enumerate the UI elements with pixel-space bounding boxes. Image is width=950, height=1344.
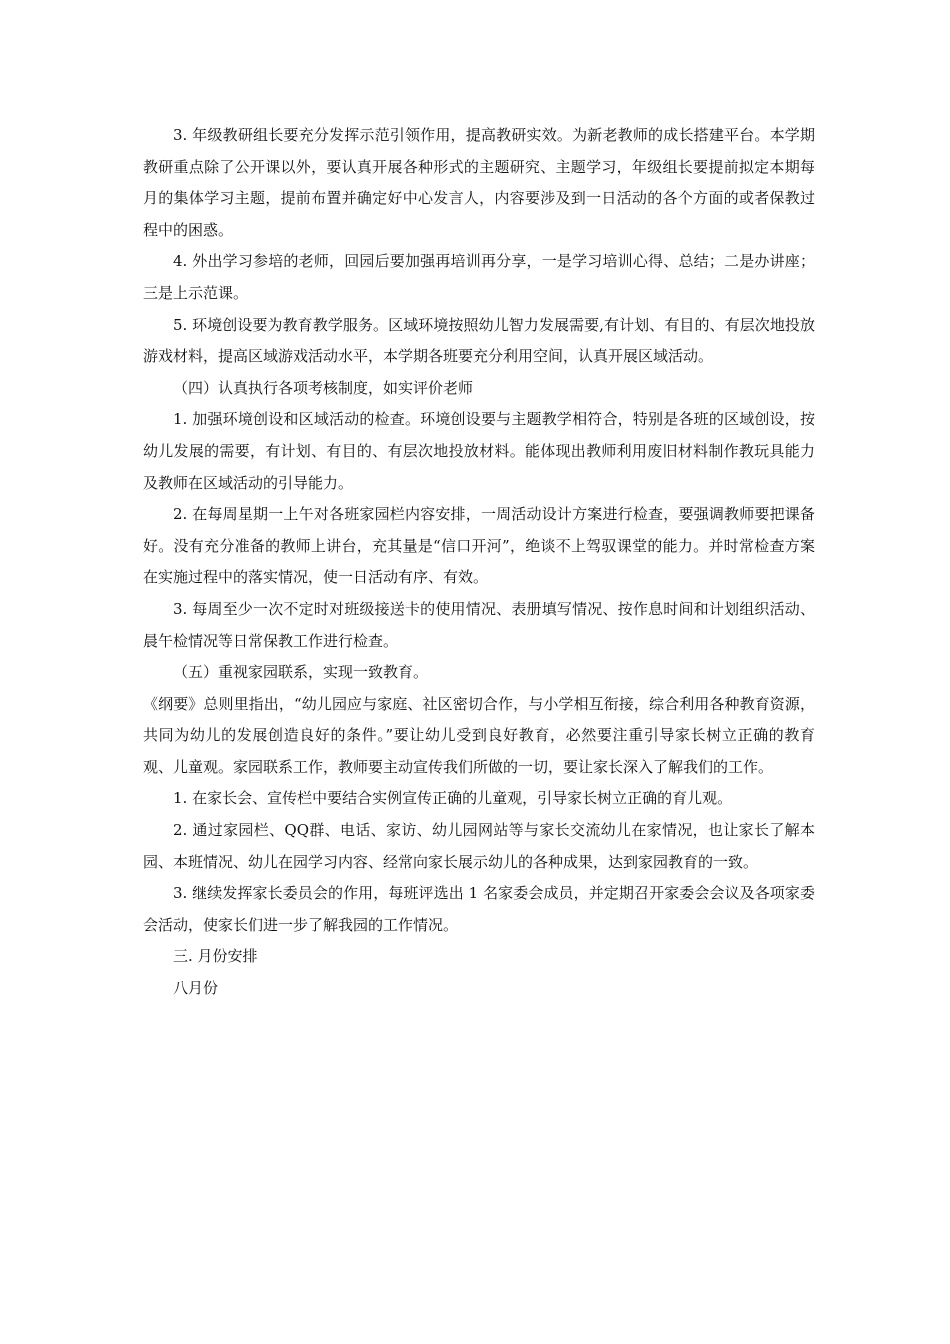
month-heading-august: 八月份 xyxy=(173,979,219,998)
section-heading-home-school: （五）重视家园联系，实现一致教育。 xyxy=(173,663,429,682)
paragraph-daily-care-check: 3. 每周至少一次不定时对班级接送卡的使用情况、表册填写情况、按作息时间和计划组织活动、晨午检情况等日常保教工作进行检查。 xyxy=(143,599,815,650)
document-body xyxy=(143,120,815,1005)
paragraph-parent-meeting: 1. 在家长会、宣传栏中要结合实例宣传正确的儿童观，引导家长树立正确的育儿观。 xyxy=(173,789,733,808)
paragraph-external-training: 4. 外出学习参培的老师，回园后要加强再培训再分享，一是学习培训心得、总结；二是办讲座；三是上示范课。 xyxy=(143,252,815,302)
paragraph-communication-channels: 2. 通过家园栏、QQ群、电话、家访、幼儿园网站等与家长交流幼儿在家情况，也让家长了解本园、本班情况、幼儿在园学习内容、经常向家长展示幼儿的各种成果，达到家园教育的一致。 xyxy=(143,821,815,871)
section-heading-assessment: （四）认真执行各项考核制度，如实评价老师 xyxy=(173,378,474,397)
paragraph-environment-creation: 5. 环境创设要为教育教学服务。区域环境按照幼儿智力发展需要,有计划、有目的、有层次地投放游戏材料，提高区域游戏活动水平，本学期各班要充分利用空间，认真开展区域活动。 xyxy=(143,315,815,366)
paragraph-guidelines-quote: 《纲要》总则里指出，“幼儿园应与家庭、社区密切合作，与小学相互衔接，综合利用各种教育资源，共同为幼儿的发展创造良好的条件。”要让幼儿受到良好教育，必然要注重引导家长树立正确的教育观、儿童观。家园联系工作，教师要主动宣传我们所做的一切，要让家长深入了解我们的工作。 xyxy=(143,694,815,776)
paragraph-weekly-plan-check: 2. 在每周星期一上午对各班家园栏内容安排，一周活动设计方案进行检查，要强调教师要把课备好。没有充分准备的教师上讲台，充其量是“信口开河”，绝谈不上驾驭课堂的能力。并时常检查方案在实施过程中的落实情况，使一日活动有序、有效。 xyxy=(143,505,815,587)
paragraph-parent-committee: 3. 继续发挥家长委员会的作用，每班评选出 1 名家委会成员，并定期召开家委会会议及各项家委会活动，使家长们进一步了解我园的工作情况。 xyxy=(143,884,815,934)
paragraph-teaching-research-leader: 3. 年级教研组长要充分发挥示范引领作用，提高教研实效。为新老教师的成长搭建平台。本学期教研重点除了公开课以外，要认真开展各种形式的主题研究、主题学习，年级组长要提前拟定本期每月的集体学习主题，提前布置并确定好中心发言人，内容要涉及到一日活动的各个方面的或者保教过程中的困惑。 xyxy=(143,126,815,239)
section-heading-monthly-schedule: 三. 月份安排 xyxy=(173,947,258,966)
paragraph-area-activity-check: 1. 加强环境创设和区域活动的检查。环境创设要与主题教学相符合，特别是各班的区域创设，按幼儿发展的需要，有计划、有目的、有层次地投放材料。能体现出教师利用废旧材料制作教玩具能力及教师在区域活动的引导能力。 xyxy=(143,410,815,492)
